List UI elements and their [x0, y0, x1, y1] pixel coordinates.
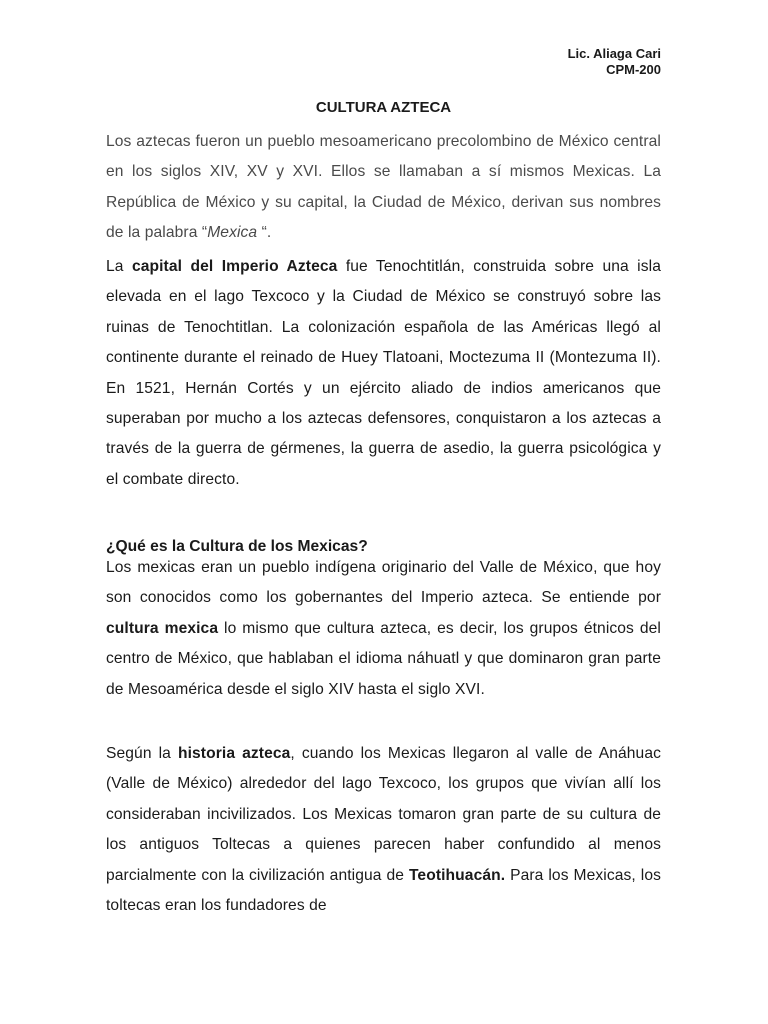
paragraph-history-bold: historia azteca	[177, 745, 291, 762]
paragraph-mexicas-rest: lo mismo que cultura azteca, es decir, los grupos étnicos del centro de México, que hablaban el idioma náhuatl y que dominaron gran parte de Mesoamérica desde el siglo XIV hasta el siglo XVI.	[106, 619, 661, 698]
author-name: Lic. Aliaga Cari	[567, 46, 661, 61]
paragraph-mexicas-bold: cultura mexica	[106, 619, 219, 637]
paragraph-mexicas-lead: Los mexicas eran un pueblo indígena originario del Valle de México, que hoy son conocidos como los gobernantes del Imperio azteca. Se entiende por	[106, 559, 661, 607]
paragraph-history-bold2: Teotihuacán.	[408, 866, 506, 884]
paragraph-capital-lead: La	[106, 258, 132, 275]
paragraph-mexicas	[106, 553, 661, 705]
document-title: CULTURA AZTECA	[315, 99, 452, 116]
course-code: CPM-200	[606, 62, 661, 77]
paragraph-history-rest: Para los Mexicas, los toltecas eran los fundadores de	[106, 866, 662, 915]
paragraph-intro-text: Los aztecas fueron un pueblo mesoamericano precolombino de México central en los siglos XIV, XV y XVI. Ellos se llamaban a sí mismos Mexicas. La República de México y su capital, la Ciudad de México, derivan sus nombres de la palabra “	[106, 133, 661, 242]
paragraph-intro-end: “.	[257, 224, 272, 242]
paragraph-capital-bold: capital del Imperio Azteca	[131, 258, 338, 275]
paragraph-intro-italic: Mexica	[207, 224, 258, 242]
paragraph-history	[106, 739, 661, 921]
section-heading: ¿Qué es la Cultura de los Mexicas?	[106, 538, 368, 555]
paragraph-capital-rest: fue Tenochtitlán, construida sobre una isla elevada en el lago Texcoco y la Ciudad de México se construyó sobre las ruinas de Tenochtitlan. La colonización española de las Américas llegó al continente durante el reinado de Huey Tlatoani, Moctezuma II (Montezuma II). En 1521, Hernán Cortés y un ejército aliado de indios americanos que superaban por mucho a los aztecas defensores, conquistaron a los aztecas a través de la guerra de gérmenes, la guerra de asedio, la guerra psicológica y el combate directo.	[106, 258, 661, 488]
paragraph-history-mid: , cuando los Mexicas llegaron al valle de Anáhuac (Valle de México) alrededor del lago Texcoco, los grupos que vivían allí los consideraban incivilizados. Los Mexicas tomaron gran parte de su cultura de los antiguos Toltecas a quienes parecen haber confundido al menos parcialmente con la civilización antigua de	[106, 745, 661, 884]
paragraph-capital	[106, 252, 661, 495]
document-header	[568, 46, 661, 78]
paragraph-history-lead: Según la	[106, 745, 178, 762]
paragraph-intro	[106, 127, 661, 249]
